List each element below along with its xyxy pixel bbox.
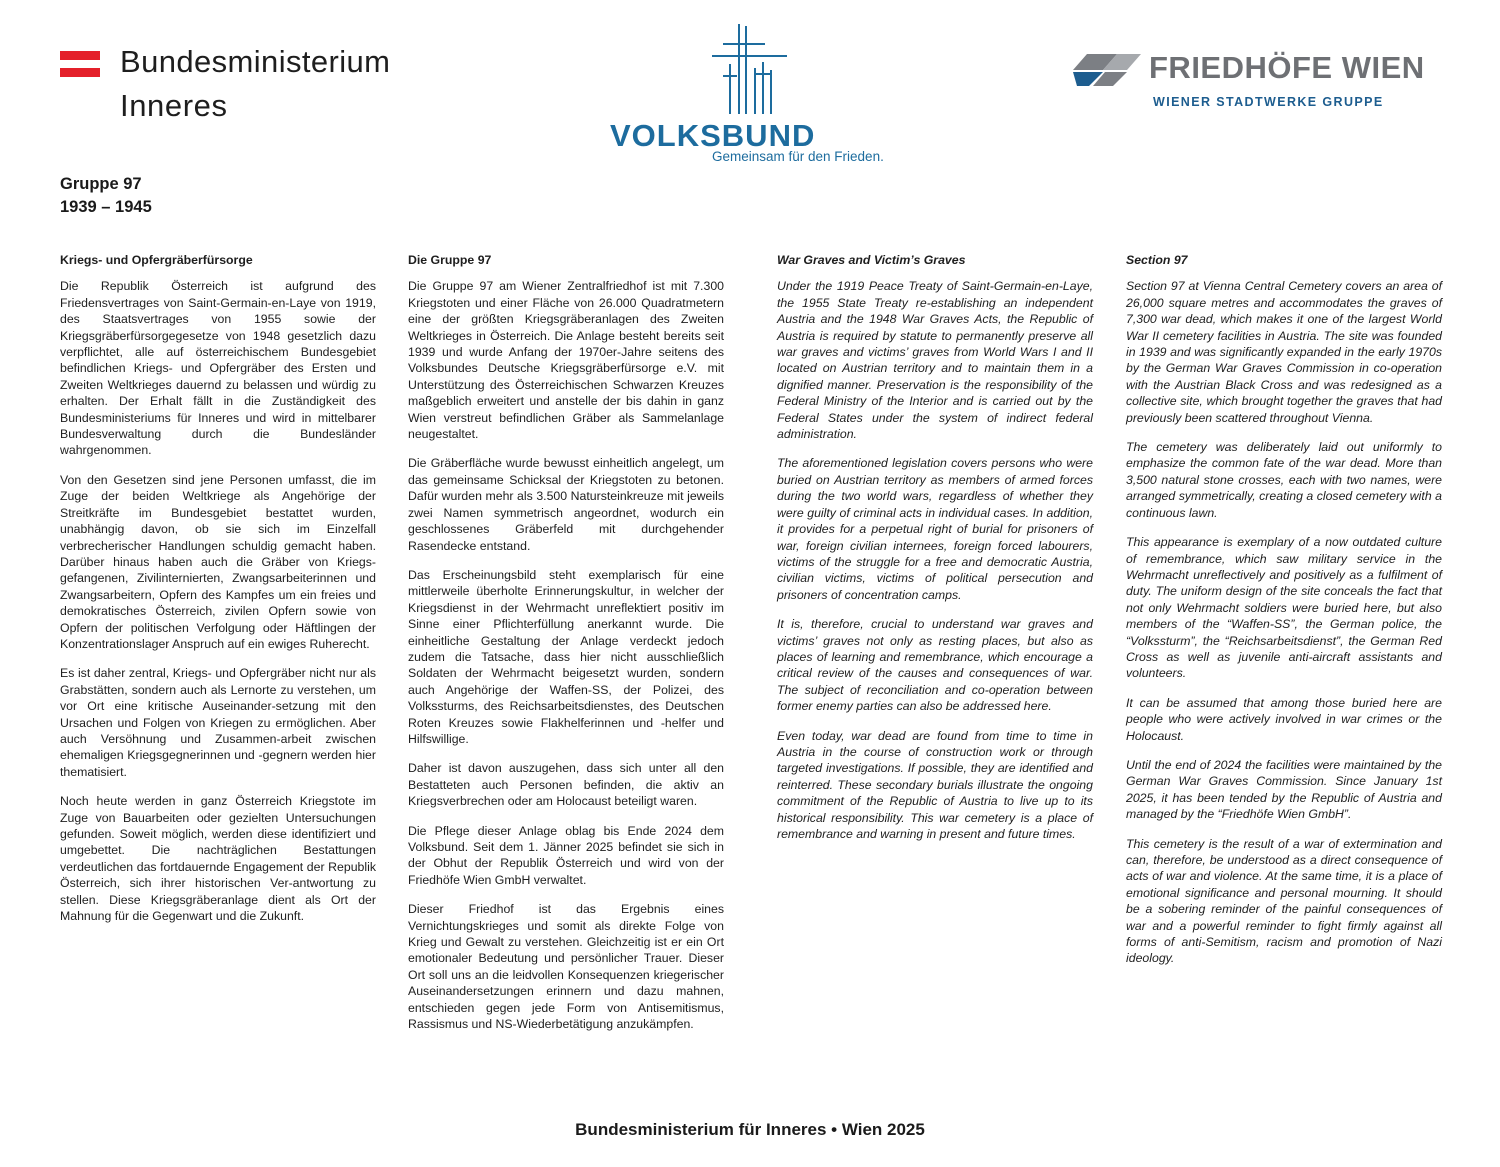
- friedhoefe-wien-name: FRIEDHÖFE WIEN: [1149, 50, 1425, 85]
- paragraph: Even today, war dead are found from time to time in Austria in the course of construction work or through targeted investigations. If possible, they are identified and reinterred. These secondary burials illustrate the ongoing commitment of the Republic of Austria to live up to its historical responsibility. This war cemetery is a place of remembrance and warning in present and future times.: [777, 728, 1093, 841]
- paragraph: It is, therefore, crucial to understand war graves and victims’ graves not only as resting places, but also as places of learning and remembrance, which encourage a critical review of the causes and consequences of war. The subject of reconciliation and co-operation between former enemy parties can also be addressed here.: [777, 617, 1093, 714]
- bmi-logo: [60, 44, 480, 124]
- paragraph: Dieser Friedhof ist das Ergebnis eines Vernichtungskrieges und somit als direkte Folge von Krieg und Gewalt zu verstehen. Gleichzeitig ist er ein Ort emotionaler Bedeutung und persönlicher Trauer. Dieser Ort soll uns an die leidvollen Konsequenzen kriegerischer Auseinandersetzungen erinnern und dazu mahnen, entschieden gegen jede Form von Antisemitismus, Rassismus und NS-Wiederbetätigung anzukämpfen.: [408, 902, 724, 1032]
- paragraph: Noch heute werden in ganz Österreich Kriegstote im Zuge von Bauarbeiten oder gezielten Untersuchungen gefunden. Soweit möglich, werden diese identifiziert und umgebettet. Die nachträglichen Bestattungen verdeutlichen das fortdauernde Engagement der Republik Österreich, sich ihrer historischen Ver-antwortung zu stellen. Diese Kriegsgräberanlage dient als Ort der Mahnung für die Gegenwart und die Zukunft.: [60, 794, 376, 924]
- column-war-graves: [777, 252, 1093, 855]
- paragraph: Es ist daher zentral, Kriegs- und Opfergräber nicht nur als Grabstätten, sondern auch als Lernorte zu verstehen, um vor Ort eine kritische Auseinander-setzung mit den Ursachen und Folgen von Kriegen zu ermöglichen. Aber auch Versöhnung und Zusammen-arbeit zwischen ehemaligen Kriegsgegnerinnen und -gegnern werden hier thematisiert.: [60, 666, 376, 779]
- friedhoefe-wien-subtitle: WIENER STADTWERKE GRUPPE: [1153, 95, 1384, 109]
- paragraph: Daher ist davon auszugehen, dass sich unter all den Bestatteten auch Personen befinden, die aktiv an Kriegsverbrechen oder am Holocaust beteiligt waren.: [408, 761, 724, 809]
- paragraph: Das Erscheinungsbild steht exemplarisch für eine mittlerweile überholte Erinnerungskultur, in welcher der Kriegsdienst in der Wehrmacht unreflektiert positiv im Sinne einer Pflichterfüllung anerkannt wurde. Die einheitliche Gestaltung der Anlage verdeckt jedoch zudem die Tatsache, dass hier nicht ausschließlich Soldaten der Wehrmacht beigesetzt wurden, sondern auch Angehörige der Waffen-SS, der Polizei, des Volkssturms, des Reichsarbeitsdienstes, des Deutschen Roten Kreuzes sowie Flakhelferinnen und -helfer und Hilfswillige.: [408, 567, 724, 746]
- bmi-logo-line1: Bundesministerium: [120, 44, 391, 79]
- paragraph: Von den Gesetzen sind jene Personen umfasst, die im Zuge der beiden Weltkriege als Angehörige der Streitkräfte im Bundesgebiet bestattet wurden, unabhängig davon, ob sie sich im Einzelfall verbrecherischer Handlungen schuldig gemacht haben. Darüber hinaus haben auch die Gräber von Kriegs-gefangenen, Zivilinternierten, Zwangsarbeiterinnen und Zwangsarbeitern, Opfern des Kampfes um ein freies und demokratisches Österreich, zivilen Opfern sowie von Opfern der politischen Verfolgung oder Häftlingen der Konzentrationslager Anspruch auf ein ewiges Ruherecht.: [60, 472, 376, 651]
- paragraph: The aforementioned legislation covers persons who were buried on Austrian territory as members of armed forces during the two world wars, regardless of whether they were guilty of criminal acts in individual cases. In addition, it provides for a perpetual right of burial for prisoners of war, foreign civilian internees, foreign forced labourers, victims of the struggle for a free and democratic Austria, civilian victims, victims of political persecution and prisoners of concentration camps.: [777, 456, 1093, 602]
- title-years: 1939 – 1945: [60, 198, 152, 216]
- paragraph: Die Gruppe 97 am Wiener Zentralfriedhof ist mit 7.300 Kriegstoten und einer Fläche von 26.000 Quadratmetern eine der größten Kriegsgräberanlagen des Zweiten Weltkrieges in Österreich. Die Anlage besteht bereits seit 1939 und wurde Anfang der 1970er-Jahre seitens des Volksbundes Deutsche Kriegsgräberfürsorge e.V. mit Unterstützung des Österreichischen Schwarzen Kreuzes maßgeblich erweitert und anstelle der bis dahin in ganz Wien verstreut befindlichen Gräber als Sammelanlage neugestaltet.: [408, 279, 724, 442]
- paragraph: It can be assumed that among those buried here are people who were actively involved in war crimes or the Holocaust.: [1126, 695, 1442, 743]
- paragraph: This appearance is exemplary of a now outdated culture of remembrance, which saw military service in the Wehrmacht unreflectively and positively as a fulfilment of duty. The uniform design of the site conceals the fact that not only Wehrmacht soldiers were buried here, but also members of the “Waffen-SS”, the German police, the “Volkssturm”, the “Reichsarbeitsdienst”, the German Red Cross as well as juvenile anti-aircraft assistants and volunteers.: [1126, 535, 1442, 681]
- austrian-flag-icon: [60, 51, 100, 77]
- title-group: Gruppe 97: [60, 175, 142, 193]
- paragraph: Die Gräberfläche wurde bewusst einheitlich angelegt, um das gemeinsame Schicksal der Kriegstoten zu betonen. Dafür wurden mehr als 3.500 Natursteinkreuze mit jeweils zwei Namen symmetrisch angeordnet, wodurch ein geschlossenes Gräberfeld mit durchgehender Rasendecke entstand.: [408, 456, 724, 553]
- paragraph: Section 97 at Vienna Central Cemetery covers an area of 26,000 square metres and accommodates the graves of 7,300 war dead, which makes it one of the largest World War II cemetery facilities in Austria. The site was founded in 1939 and was significantly expanded in the early 1970s by the German War Graves Commission in co-operation with the Austrian Black Cross and was redesigned as a collective site, which brought together the graves that had previously been scattered throughout Vienna.: [1126, 279, 1442, 425]
- column-heading: Kriegs- und Opfergräberfürsorge: [60, 253, 253, 267]
- column-heading: War Graves and Victim’s Graves: [777, 253, 966, 267]
- paragraph: Under the 1919 Peace Treaty of Saint-Germain-en-Laye, the 1955 State Treaty re-establishing an independent Austria and the 1948 War Graves Acts, the Republic of Austria is required by statute to permanently preserve all war graves and victims’ graves from World Wars I and II located on Austrian territory and to maintain them in a dignified manner. Preservation is the responsibility of the Federal Ministry of the Interior and is carried out by the Federal States under the system of indirect federal administration.: [777, 279, 1093, 442]
- column-gruppe-97: [408, 252, 724, 1045]
- page-title: [60, 173, 152, 219]
- bmi-logo-line2: Inneres: [120, 88, 228, 123]
- column-heading: Die Gruppe 97: [408, 253, 492, 267]
- friedhoefe-wien-logo: [1073, 50, 1453, 114]
- volksbund-name: VOLKSBUND: [610, 118, 816, 153]
- paragraph: The cemetery was deliberately laid out uniformly to emphasize the common fate of the war dead. More than 3,500 natural stone crosses, each with two names, were arranged symmetrically, creating a closed cemetery with a continuous lawn.: [1126, 440, 1442, 520]
- paragraph: Die Pflege dieser Anlage oblag bis Ende 2024 dem Volksbund. Seit dem 1. Jänner 2025 befindet sie sich in der Obhut der Republik Österreich und wird von der Friedhöfe Wien GmbH verwaltet.: [408, 823, 724, 887]
- paragraph: Die Republik Österreich ist aufgrund des Friedensvertrages von Saint-Germain-en-Laye von 1919, des Staatsvertrages von 1955 sowie der Kriegsgräberfürsorgegesetze von 1948 gesetzlich dazu verpflichtet, alle auf österreichischem Bundesgebiet befindlichen Kriegs- und Opfergräber des Ersten und Zweiten Weltkrieges dauernd zu belassen und würdig zu erhalten. Der Erhalt fällt in die Zuständigkeit des Bundesministeriums für Inneres und wird in mittelbarer Bundesverwaltung durch die Bundesländer wahrgenommen.: [60, 279, 376, 458]
- paragraph: Until the end of 2024 the facilities were maintained by the German War Graves Commission. Since January 1st 2025, it has been tended by the Republic of Austria and managed by the “Friedhöfe Wien GmbH”.: [1126, 757, 1442, 822]
- volksbund-logo: [605, 24, 905, 172]
- footer-credit: Bundesministerium für Inneres • Wien 2025: [575, 1120, 925, 1139]
- paragraph: This cemetery is the result of a war of extermination and can, therefore, be understood as a direct consequence of acts of war and violence. At the same time, it is a place of emotional significance and personal mourning. It should be a sobering reminder of the painful consequences of war and a powerful reminder to fight firmly against all forms of anti-Semitism, racism and promotion of Nazi ideology.: [1126, 836, 1442, 966]
- wing-icon: [1073, 52, 1141, 88]
- column-heading: Section 97: [1126, 253, 1188, 267]
- column-kriegsgraeberfuersorge: [60, 252, 376, 937]
- column-section-97: [1126, 252, 1442, 980]
- volksbund-slogan: Gemeinsam für den Frieden.: [712, 149, 884, 164]
- crosses-icon: [705, 24, 795, 116]
